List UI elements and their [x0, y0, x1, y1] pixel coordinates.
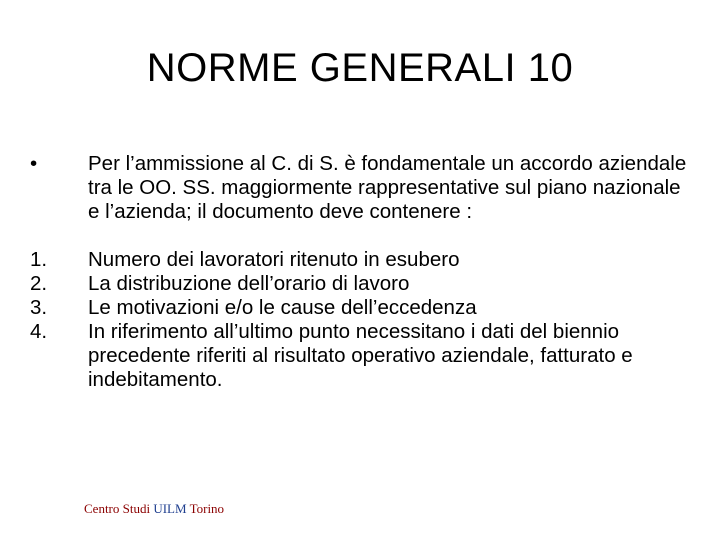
footer-text-uilm: UILM: [153, 501, 187, 516]
slide-title: NORME GENERALI 10: [146, 46, 574, 90]
item-number: 1.: [30, 248, 48, 271]
bullet-marker: •: [30, 152, 38, 175]
numbered-item: [28, 248, 696, 272]
footer-text-city: Torino: [186, 501, 225, 516]
item-text: Numero dei lavoratori ritenuto in esubero: [88, 248, 460, 271]
numbered-item: [28, 296, 696, 320]
numbered-list: [28, 248, 696, 392]
footer-text-organization: Centro Studi: [84, 501, 154, 516]
item-number: 3.: [30, 296, 48, 319]
item-text: Le motivazioni e/o le cause dell’eccedenza: [88, 296, 477, 319]
bullet-text: Per l’ammissione al C. di S. è fondamentale un accordo aziendale tra le OO. SS. maggiormente rappresentative sul piano nazionale e l’azienda; il documento deve contenere :: [88, 152, 687, 223]
item-text: La distribuzione dell’orario di lavoro: [88, 272, 410, 295]
item-number: 2.: [30, 272, 48, 295]
item-number: 4.: [30, 320, 48, 343]
item-text: In riferimento all’ultimo punto necessitano i dati del biennio precedente riferiti al risultato operativo aziendale, fatturato e indebitamento.: [88, 320, 633, 391]
slide-content: [28, 152, 696, 392]
numbered-item: [28, 272, 696, 296]
bullet-item: [28, 152, 696, 224]
numbered-item: [28, 320, 696, 392]
footer-credit: [84, 501, 224, 517]
